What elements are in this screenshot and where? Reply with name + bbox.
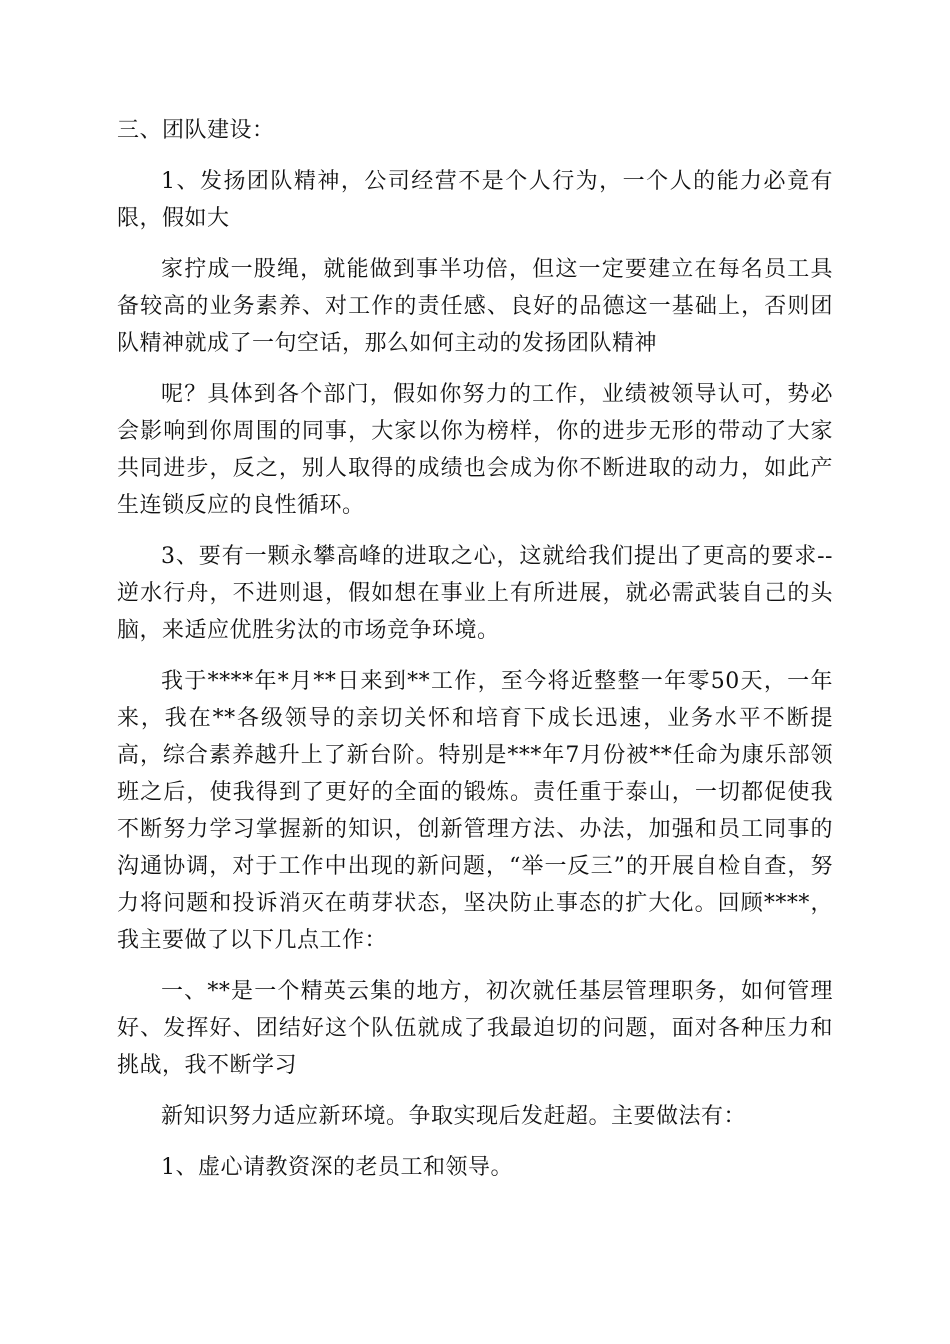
paragraph-6: 一、**是一个精英云集的地方，初次就任基层管理职务，如何管理好、发挥好、团结好这个队伍就成了我最迫切的问题，面对各种压力和挑战，我不断学习	[117, 979, 833, 1078]
paragraph-8: 1、虚心请教资深的老员工和领导。	[161, 1155, 513, 1180]
paragraph-3: 呢？具体到各个部门，假如你努力的工作，业绩被领导认可，势必会影响到你周围的同事，大家以你为榜样，你的进步无形的带动了大家共同进步，反之，别人取得的成绩也会成为你不断进取的动力，如此产生连锁反应的良性循环。	[117, 382, 833, 518]
paragraph-5: 我于****年*月**日来到**工作，至今将近整整一年零50天，一年来，我在**各级领导的亲切关怀和培育下成长迅速，业务水平不断提高，综合素养越升上了新台阶。特别是***年7月份被**任命为康乐部领班之后，使我得到了更好的全面的锻炼。责任重于泰山，一切都促使我不断努力学习掌握新的知识，创新管理方法、办法，加强和员工同事的沟通协调，对于工作中出现的新问题，“举一反三”的开展自检自查，努力将问题和投诉消灭在萌芽状态，坚决防止事态的扩大化。回顾****，我主要做了以下几点工作：	[117, 669, 833, 953]
paragraph-7: 新知识努力适应新环境。争取实现后发赶超。主要做法有：	[161, 1104, 747, 1129]
paragraph-4: 3、要有一颗永攀高峰的进取之心，这就给我们提出了更高的要求--逆水行舟，不进则退，假如想在事业上有所进展，就必需武装自己的头脑，来适应优胜劣汰的市场竞争环境。	[117, 544, 833, 643]
document-body	[117, 112, 833, 1200]
paragraph-2: 家拧成一股绳，就能做到事半功倍，但这一定要建立在每名员工具备较高的业务素养、对工作的责任感、良好的品德这一基础上，否则团队精神就成了一句空话，那么如何主动的发扬团队精神	[117, 257, 833, 356]
section-heading: 三、团队建设：	[117, 118, 275, 143]
paragraph-1: 1、发扬团队精神，公司经营不是个人行为，一个人的能力必竟有限，假如大	[117, 169, 833, 231]
